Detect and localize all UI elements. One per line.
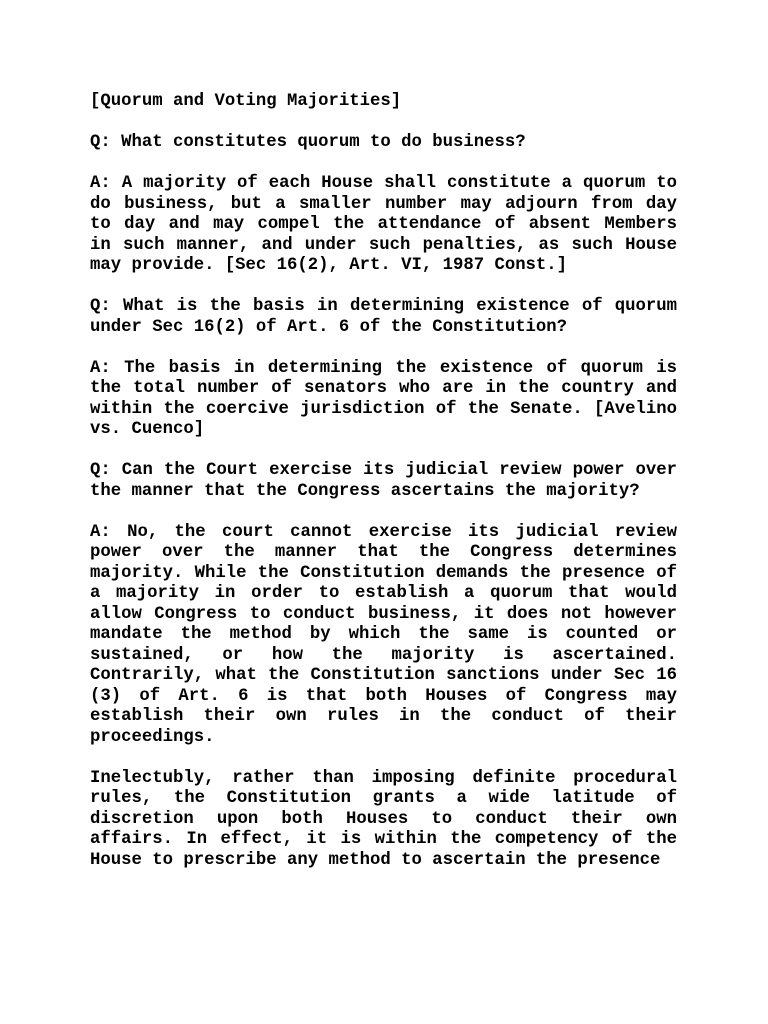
document-page bbox=[90, 92, 677, 892]
section-heading: [Quorum and Voting Majorities] bbox=[90, 92, 402, 111]
question-2: Q: What is the basis in determining existence of quorum under Sec 16(2) of Art. 6 of the Constitution? bbox=[90, 297, 677, 337]
question-1: Q: What constitutes quorum to do business? bbox=[90, 133, 526, 152]
question-3: Q: Can the Court exercise its judicial review power over the manner that the Congress ascertains the majority? bbox=[90, 461, 677, 501]
answer-2: A: The basis in determining the existence of quorum is the total number of senators who are in the country and within the coercive jurisdiction of the Senate. [Avelino vs. Cuenco] bbox=[90, 358, 677, 439]
answer-3: A: No, the court cannot exercise its judicial review power over the manner that the Congress determines majority. While the Constitution demands the presence of a majority in order to establish a quorum that would allow Congress to conduct business, it does not however mandate the method by which the same is counted or sustained, or how the majority is ascertained. Contrarily, what the Constitution sanctions under Sec 16 (3) of Art. 6 is that both Houses of Congress may establish their own rules in the conduct of their proceedings. bbox=[90, 522, 677, 747]
answer-3-continuation: Inelectubly, rather than imposing definite procedural rules, the Constitution grants a wide latitude of discretion upon both Houses to conduct their own affairs. In effect, it is within the competency of the House to prescribe any method to ascertain the presence bbox=[90, 768, 677, 870]
answer-1: A: A majority of each House shall constitute a quorum to do business, but a smaller number may adjourn from day to day and may compel the attendance of absent Members in such manner, and under such penalties, as such House may provide. [Sec 16(2), Art. VI, 1987 Const.] bbox=[90, 174, 677, 275]
